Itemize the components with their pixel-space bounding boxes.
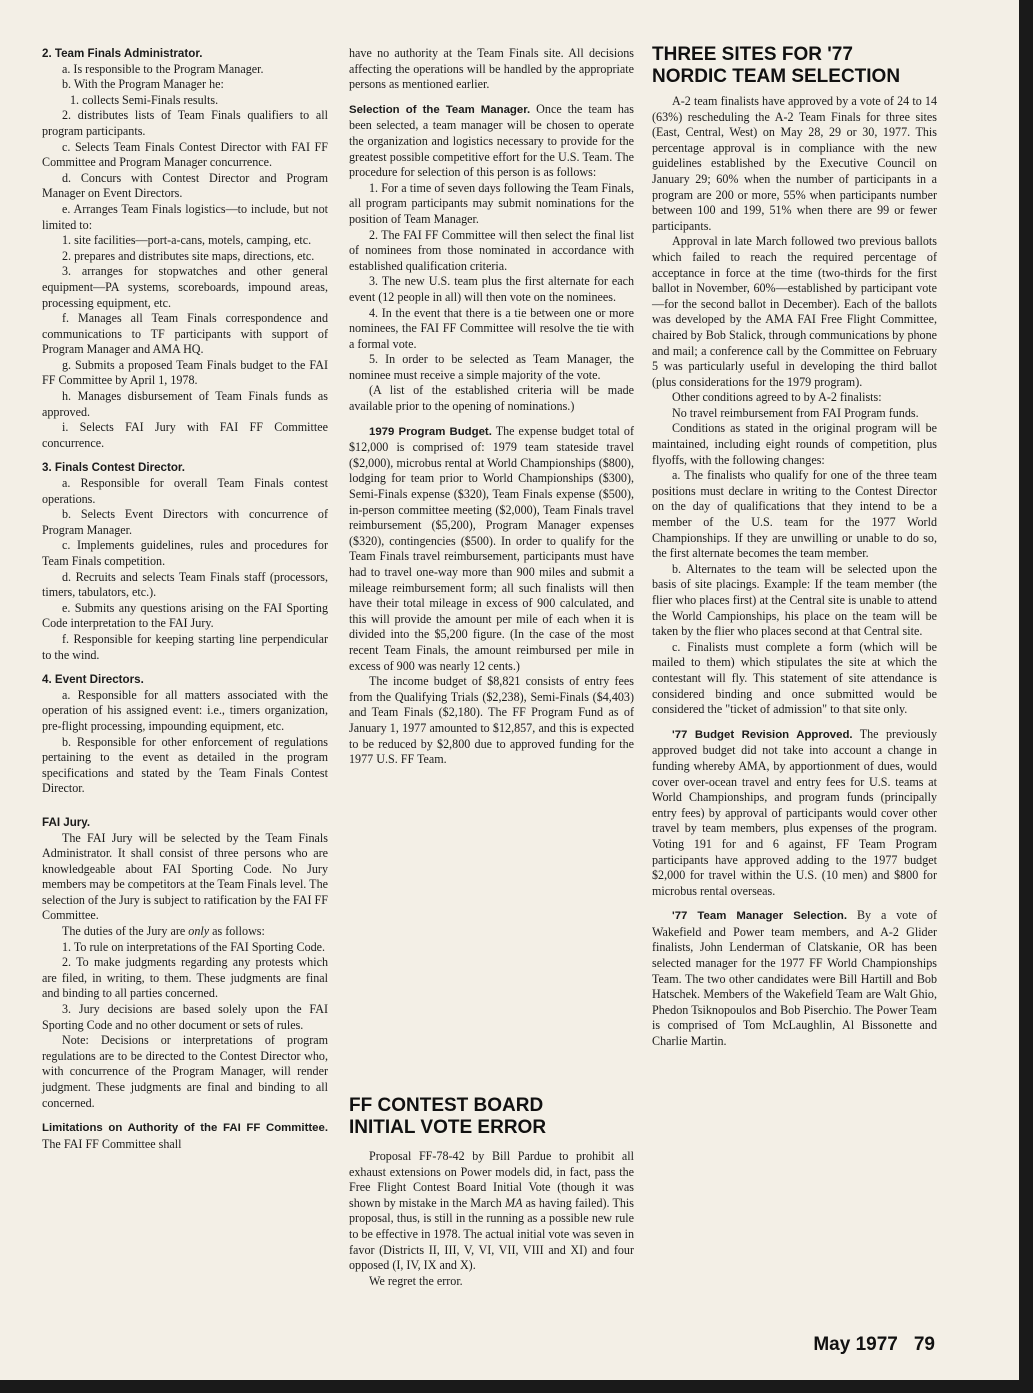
paragraph: 2. To make judgments regarding any protests which are filed, in writing, to them. These judgments are final and binding to all parties concerned. <box>42 955 328 1001</box>
paragraph: f. Manages all Team Finals correspondence and communications to TF participants with support of Program Manager and AMA HQ. <box>42 311 328 357</box>
run-in-heading: '77 Team Manager Selection. <box>672 910 848 923</box>
paragraph: a. Responsible for all matters associated with the operation of his assigned event: i.e., timers organization, pre-flight processing, impounding equipment, etc. <box>42 687 328 733</box>
paragraph: 1. site facilities—port-a-cans, motels, camping, etc. <box>62 233 312 248</box>
paragraph: 1979 Program Budget. The expense budget total of $12,000 is comprised of: 1979 team stateside travel ($2,000), microbus rental at World Championships ($800), lodging for team prior to World Championships ($300), Semi-Finals expense ($320), Team Finals expense ($500), in-person committee meeting ($2,000), Team Finals travel reimbursement ($5,200), Program Manager expenses ($320), contingencies ($500). In order to qualify for the Team Finals travel reimbursement, participants must have had to travel one-way more than 900 miles and submit a mileage reimbursement form; all such finalists will then have their total mileage in excess of 900 calculated, and this will provide the amount per mile of each when it is divided into the $5,200 figure. (In the case of the most recent Team Finals, the amount reimbursed per mile in excess of 900 was nearly 12 cents.) <box>349 423 634 673</box>
paragraph: f. Responsible for keeping starting line perpendicular to the wind. <box>42 631 328 662</box>
paragraph: The duties of the Jury are only as follows: <box>62 924 265 939</box>
paragraph: 4. In the event that there is a tie between one or more nominees, the FAI FF Committee will resolve the tie with a formal vote. <box>349 305 634 351</box>
paragraph: Conditions as stated in the original program will be maintained, including eight rounds of competition, plus flyoffs, with the following changes: <box>652 421 937 467</box>
section-heading-event-directors: 4. Event Directors. <box>42 673 144 687</box>
article-title-ff-contest-board <box>349 1095 634 1139</box>
paragraph: (A list of the established criteria will be made available prior to the opening of nominations.) <box>349 383 634 414</box>
paragraph: b. With the Program Manager he: <box>62 77 224 92</box>
run-in-heading: '77 Budget Revision Approved. <box>672 728 853 741</box>
paragraph: i. Selects FAI Jury with FAI FF Committee concurrence. <box>42 420 328 450</box>
paragraph: Proposal FF-78-42 by Bill Pardue to prohibit all exhaust extensions on Power models did, in fact, pass the Free Flight Contest Board Initial Vote (though it was shown by mistake in the March MA as having failed). This proposal, thus, is still in the running as a possible new rule to be effective in 1978. The actual initial vote was seven in favor (Districts II, III, V, VI, VII, VIII and XI) and four opposed (I, IV, IX and X). <box>349 1149 635 1273</box>
paragraph: d. Concurs with Contest Director and Program Manager on Event Directors. <box>42 170 328 201</box>
paragraph: No travel reimbursement from FAI Program funds. <box>672 405 919 420</box>
run-in-heading: Selection of the Team Manager. <box>349 103 531 116</box>
paragraph: 2. The FAI FF Committee will then select the final list of nominees from those nominated in accordance with established qualification criteria. <box>349 227 634 273</box>
paragraph: 2. distributes lists of Team Finals qualifiers to all program participants. <box>42 108 328 138</box>
paragraph: d. Recruits and selects Team Finals staff (processors, timers, tabulators, etc.). <box>42 569 328 600</box>
section-heading-team-finals-administrator: 2. Team Finals Administrator. <box>42 47 203 60</box>
headline-line: THREE SITES FOR '77 <box>652 44 853 65</box>
paragraph: b. Alternates to the team will be selected upon the basis of site placings. Example: If the team member (the flier who places first) at the Central site is unable to attend the World Campionships, his place on the team will be taken by the flier who places second at that Central site. <box>652 561 937 639</box>
headline-line: FF CONTEST BOARD <box>349 1095 544 1116</box>
paragraph: e. Arranges Team Finals logistics—to include, but not limited to: <box>42 201 328 232</box>
paragraph: b. Selects Event Directors with concurrence of Program Manager. <box>42 507 328 537</box>
paragraph: 3. The new U.S. team plus the first alternate for each event (12 people in all) will then vote on the nominees. <box>349 274 634 304</box>
paragraph: 2. prepares and distributes site maps, directions, etc. <box>62 248 315 263</box>
column-middle <box>349 46 634 768</box>
paragraph: Note: Decisions or interpretations of program regulations are to be directed to the Contest Director who, with concurrence of the Program Manager, will render judgment. These judgments are final and binding to all concerned. <box>42 1033 328 1110</box>
column-left <box>42 46 328 1152</box>
page-number: 79 <box>913 1334 935 1355</box>
section-heading-fai-jury: FAI Jury. <box>42 815 91 829</box>
paragraph: c. Finalists must complete a form (which will be mailed to them) which stipulates the site at which the contestant will fly. This statement of site attendance is considered binding and once submitted would be considered the "ticket of admission" to that site only. <box>652 639 937 717</box>
issue-date: May 1977 <box>813 1334 898 1355</box>
paragraph: Limitations on Authority of the FAI FF Committee. The FAI FF Committee shall <box>42 1122 328 1151</box>
page-folio <box>813 1334 935 1356</box>
paragraph: a. The finalists who qualify for one of the three team positions must declare in writing to the Contest Director on the day of qualifications that they intend to be a member of the U.S. team for the 1977 World Championships. If they are unwilling or unable to do so, the first alternate becomes the team member. <box>652 468 937 561</box>
paragraph: 1. For a time of seven days following the Team Finals, all program participants may submit nominations for the position of Team Manager. <box>349 180 634 226</box>
paragraph: 3. arranges for stopwatches and other general equipment—PA systems, scoreboards, impound areas, processing equipment, etc. <box>42 264 328 310</box>
paragraph: Other conditions agreed to by A-2 finalists: <box>672 390 882 405</box>
paragraph: Approval in late March followed two previous ballots which failed to reach the required percentage of acceptance in force at the time (two-thirds for the first ballot in November, 60%—established by participant vote—for the second ballot in December). Each of the ballots was developed by the AMA FAI Free Flight Committee, chaired by Bob Stalick, through communications by phone and mail; a conference call by the Committee on February 5 was particularly useful in developing the third ballot (plus considerations for the 1979 program). <box>652 234 937 389</box>
paragraph: c. Selects Team Finals Contest Director with FAI FF Committee and Program Manager concurrence. <box>42 139 328 170</box>
paragraph: We regret the error. <box>369 1273 463 1288</box>
paragraph: c. Implements guidelines, rules and procedures for Team Finals competition. <box>42 538 328 568</box>
headline-line: NORDIC TEAM SELECTION <box>652 66 901 87</box>
column-right <box>652 44 937 1050</box>
paragraph: 5. In order to be selected as Team Manager, the nominee must receive a simple majority of the vote. <box>349 352 634 382</box>
paragraph: The income budget of $8,821 consists of entry fees from the Qualifying Trials ($2,238), Semi-Finals ($4,403) and Team Finals ($2,180). The FF Program Fund as of January 1, 1977 amounted to $12,857, and this is expected to be reduced by $2,800 due to approved funding for the 1977 U.S. FF Team. <box>349 674 634 767</box>
paragraph: Selection of the Team Manager. Once the team has been selected, a team manager will be chosen to operate the organization and logistics necessary to provide for the greatest possible competitive effort for the U.S. Team. The procedure for selection of this person is as follows: <box>349 101 634 180</box>
headline-line: INITIAL VOTE ERROR <box>349 1117 547 1138</box>
paragraph: g. Submits a proposed Team Finals budget to the FAI FF Committee by April 1, 1978. <box>42 357 328 388</box>
paragraph: '77 Budget Revision Approved. The previously approved budget did not take into account a change in funding whereby AMA, by apportionment of dues, would cover over-ocean travel and entry fees for U.S. teams at World Championships, and program funds (principally entry fees) by approval of participants would cover other travel by team members, plus expenses of the program. Voting 191 for and 6 against, FF Team Program participants have approved adding to the 1977 budget $2,000 for travel within the U.S. (10 men) and $800 for microbus rental overseas. <box>652 726 937 898</box>
section-heading-finals-contest-director: 3. Finals Contest Director. <box>42 461 186 475</box>
run-in-heading: Limitations on Authority of the FAI FF Committee. <box>42 1122 328 1135</box>
paragraph: h. Manages disbursement of Team Finals funds as approved. <box>42 389 328 419</box>
article-body-ff-contest-board <box>349 1149 634 1289</box>
paragraph: have no authority at the Team Finals site. All decisions affecting the operations will be handled by the appropriate persons as mentioned earlier. <box>349 46 634 92</box>
paragraph: '77 Team Manager Selection. By a vote of Wakefield and Power team members, and A-2 Glider finalists, John Lenderman of Clatskanie, OR has been selected manager for the 1977 FF World Championships Team. The two other candidates were Bill Hartill and Bob Hatschek. Members of the Wakefield Team are Walt Ghio, Phedon Tsiknopoulos and Bob Piserchio. The Power Team is comprised of Tom McLaughlin, Al Bissonette and Charlie Martin. <box>652 908 938 1049</box>
paragraph: 1. collects Semi-Finals results. <box>70 92 219 107</box>
paragraph: a. Is responsible to the Program Manager. <box>62 61 264 76</box>
paragraph: e. Submits any questions arising on the FAI Sporting Code interpretation to the FAI Jury. <box>42 600 328 631</box>
paragraph: The FAI Jury will be selected by the Team Finals Administrator. It shall consist of three persons who are knowledgeable about FAI Sporting Code. No Jury members may be competitors at the Team Finals level. The selection of the Jury is subject to ratification by the FAI FF Committee. <box>42 830 328 923</box>
paragraph: A-2 team finalists have approved by a vote of 24 to 14 (63%) rescheduling the A-2 Team Finals for three sites (East, Central, West) on May 28, 29 or 30, 1977. This percentage approval is in compliance with the new guidelines established by the Executive Council on January 29; 60% when the number of participants in a program are 200 or more, 55% when participants number between 100 and 199, 51% when there are 99 or fewer participants. <box>652 94 937 233</box>
paragraph: 1. To rule on interpretations of the FAI Sporting Code. <box>62 939 326 954</box>
paragraph: a. Responsible for overall Team Finals contest operations. <box>42 476 328 506</box>
paragraph: 3. Jury decisions are based solely upon the FAI Sporting Code and no other document or sets of rules. <box>42 1002 328 1032</box>
paragraph: b. Responsible for other enforcement of regulations pertaining to the event as detailed in the program specifications and stated by the Team Finals Contest Director. <box>42 734 328 796</box>
run-in-heading: 1979 Program Budget. <box>369 425 492 438</box>
